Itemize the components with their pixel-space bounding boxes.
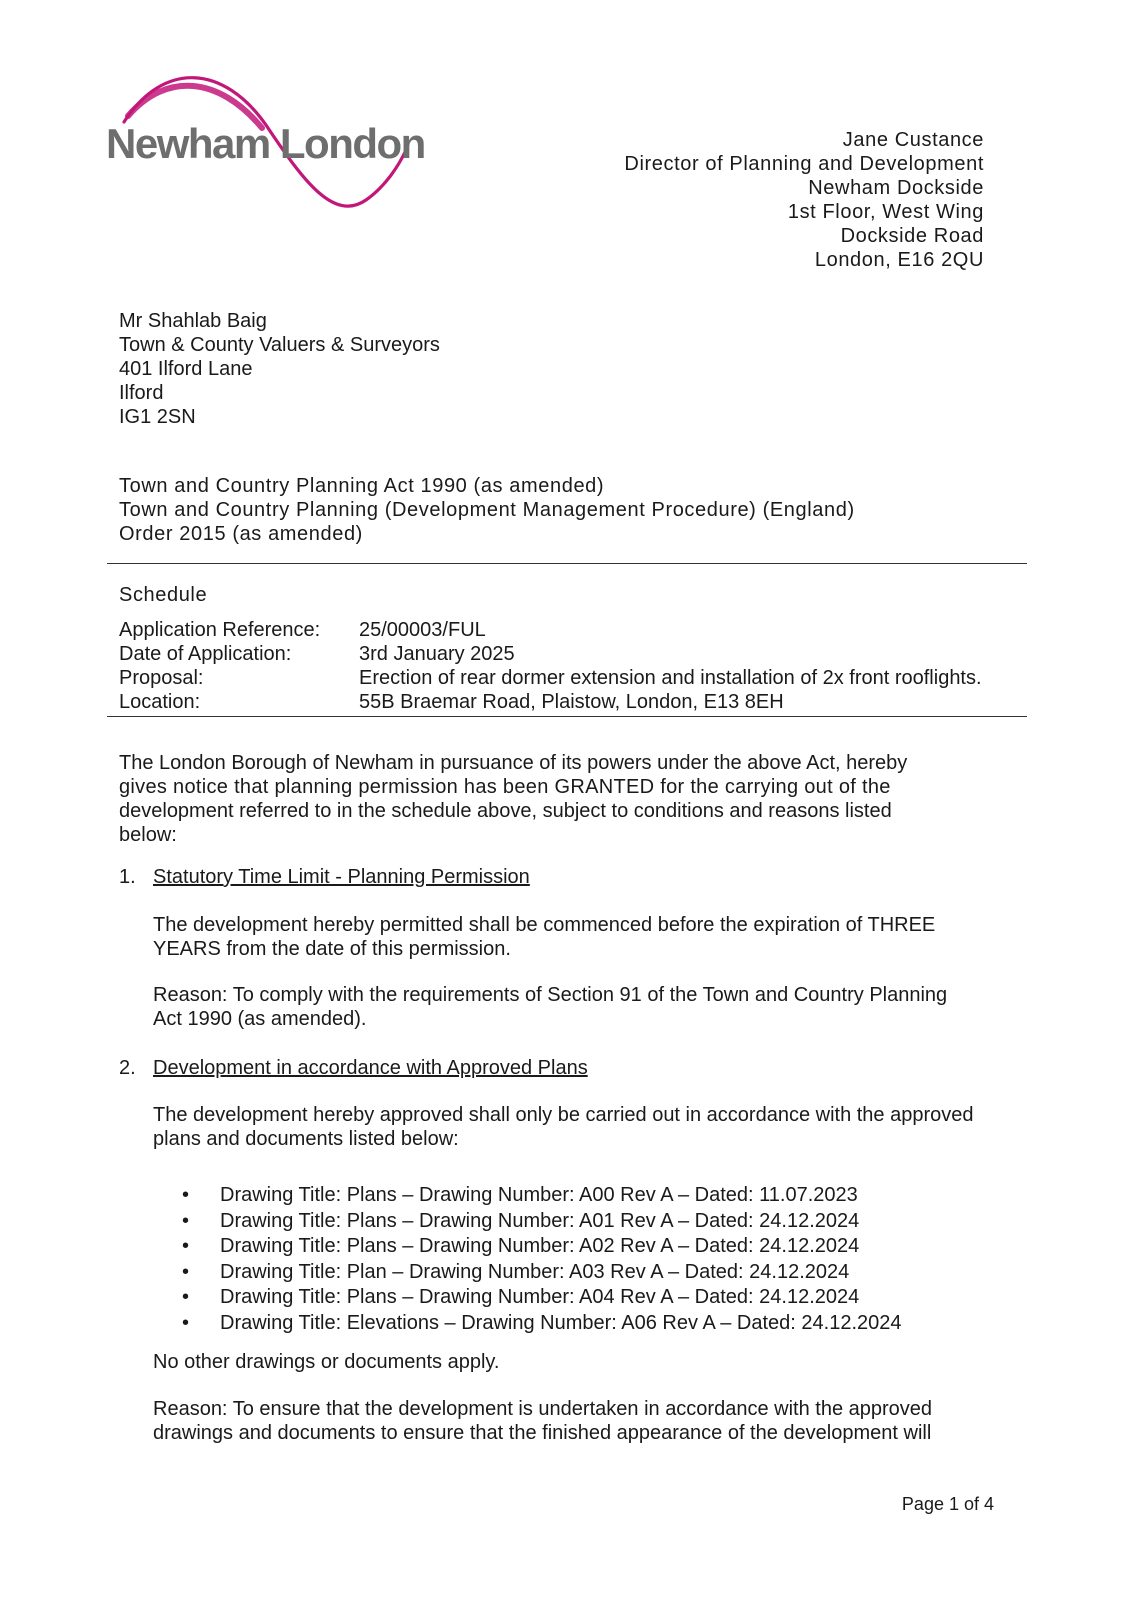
recipient-line: IG1 2SN xyxy=(119,406,196,428)
drawing-item: • Drawing Title: Plans – Drawing Number: A04 Rev A – Dated: 24.12.2024 xyxy=(182,1285,902,1311)
condition-text xyxy=(153,1103,1013,1151)
condition-reason-line: Reason: To comply with the requirements of Section 91 of the Town and Country Planning xyxy=(153,984,948,1006)
schedule-value: 55B Braemar Road, Plaistow, London, E13 8EH xyxy=(359,691,784,713)
schedule-row xyxy=(119,666,982,690)
drawing-item: • Drawing Title: Plans – Drawing Number: A01 Rev A – Dated: 24.12.2024 xyxy=(182,1209,902,1235)
schedule-row xyxy=(119,642,982,666)
schedule-table xyxy=(119,618,982,714)
no-other-drawings: No other drawings or documents apply. xyxy=(153,1351,500,1373)
divider-top xyxy=(107,563,1027,564)
condition-reason-line: drawings and documents to ensure that the finished appearance of the development will xyxy=(153,1422,932,1444)
intro-line: The London Borough of Newham in pursuance of its powers under the above Act, hereby xyxy=(119,752,908,774)
drawing-item: • Drawing Title: Plan – Drawing Number: A03 Rev A – Dated: 24.12.2024 xyxy=(182,1260,902,1286)
drawing-item: • Drawing Title: Plans – Drawing Number: A00 Rev A – Dated: 11.07.2023 xyxy=(182,1183,902,1209)
sender-line: Newham Dockside xyxy=(808,177,984,199)
intro-line: below: xyxy=(119,824,177,846)
divider-bottom xyxy=(107,716,1027,717)
schedule-label: Proposal: xyxy=(119,667,204,689)
condition-reason xyxy=(153,1397,1013,1445)
intro-paragraph xyxy=(119,751,989,847)
schedule-label: Application Reference: xyxy=(119,619,321,641)
schedule-label: Location: xyxy=(119,691,201,713)
act-line: Order 2015 (as amended) xyxy=(119,523,363,545)
page-number: Page 1 of 4 xyxy=(901,1494,994,1514)
condition-text-line: The development hereby permitted shall be commenced before the expiration of THREE xyxy=(153,914,936,936)
newham-london-logo xyxy=(104,70,434,215)
recipient-line: Town & County Valuers & Surveyors xyxy=(119,334,440,356)
drawing-item: • Drawing Title: Plans – Drawing Number: A02 Rev A – Dated: 24.12.2024 xyxy=(182,1234,902,1260)
schedule-row xyxy=(119,690,982,714)
act-line: Town and Country Planning Act 1990 (as amended) xyxy=(119,475,605,497)
sender-line: Director of Planning and Development xyxy=(624,153,984,175)
sender-line: Jane Custance xyxy=(842,129,984,151)
legislation-heading xyxy=(119,474,855,546)
schedule-row xyxy=(119,618,982,642)
condition-text xyxy=(153,913,1013,961)
condition-reason xyxy=(153,983,1013,1031)
sender-line: London, E16 2QU xyxy=(814,249,984,271)
intro-line: development referred to in the schedule above, subject to conditions and reasons listed xyxy=(119,800,892,822)
recipient-address xyxy=(119,309,440,429)
schedule-title: Schedule xyxy=(119,584,208,606)
condition-heading: Statutory Time Limit - Planning Permission xyxy=(153,866,530,888)
condition-number: 2. xyxy=(119,1057,136,1079)
sender-line: Dockside Road xyxy=(840,225,984,247)
schedule-value: Erection of rear dormer extension and installation of 2x front rooflights. xyxy=(359,667,982,689)
condition-text-line: The development hereby approved shall only be carried out in accordance with the approved xyxy=(153,1104,974,1126)
schedule-label: Date of Application: xyxy=(119,643,292,665)
recipient-line: Mr Shahlab Baig xyxy=(119,310,267,332)
act-line: Town and Country Planning (Development Management Procedure) (England) xyxy=(119,499,855,521)
recipient-line: Ilford xyxy=(119,382,164,404)
condition-text-line: plans and documents listed below: xyxy=(153,1128,459,1150)
schedule-value: 25/00003/FUL xyxy=(359,619,486,641)
condition-heading: Development in accordance with Approved Plans xyxy=(153,1057,588,1079)
condition-number: 1. xyxy=(119,866,136,888)
drawing-item: • Drawing Title: Elevations – Drawing Number: A06 Rev A – Dated: 24.12.2024 xyxy=(182,1311,902,1337)
condition-reason-line: Reason: To ensure that the development is undertaken in accordance with the approved xyxy=(153,1398,933,1420)
approved-drawings-list xyxy=(182,1183,902,1336)
intro-line: gives notice that planning permission has been GRANTED for the carrying out of the xyxy=(119,776,891,798)
recipient-line: 401 Ilford Lane xyxy=(119,358,253,380)
condition-text-line: YEARS from the date of this permission. xyxy=(153,938,511,960)
condition-reason-line: Act 1990 (as amended). xyxy=(153,1008,367,1030)
sender-line: 1st Floor, West Wing xyxy=(787,201,984,223)
sender-address xyxy=(624,128,984,272)
schedule-value: 3rd January 2025 xyxy=(359,643,515,665)
logo-wordmark: Newham London xyxy=(106,120,425,167)
